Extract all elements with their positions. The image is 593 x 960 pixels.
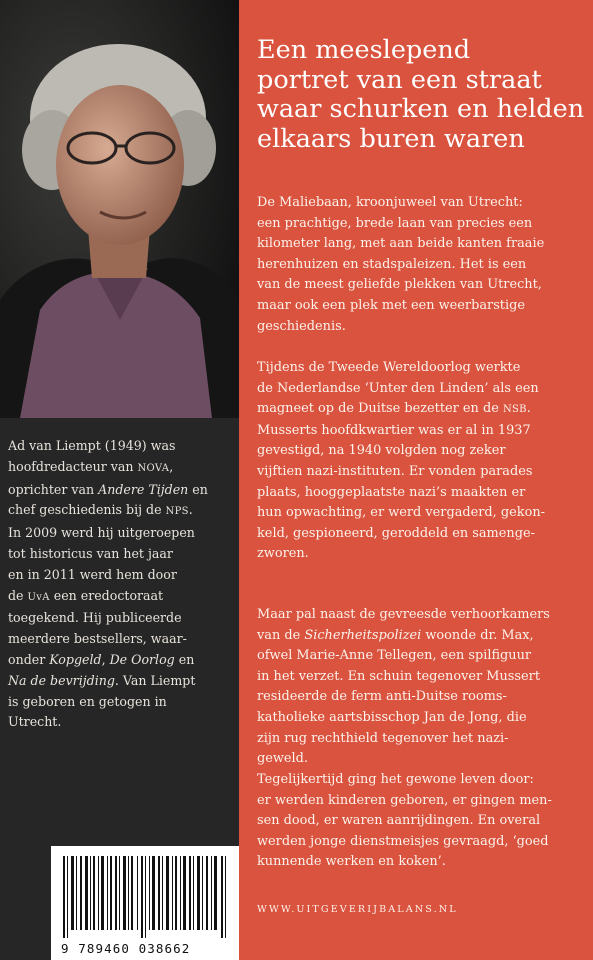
- author-bio: Ad van Liempt (1949) was hoofdredacteur van NOVA, oprichter van Andere Tijden en chef geschiedenis bij de NPS. In 2009 werd hij uitgeroepen tot historicus van het jaar en in 2011 werd hem door de UvA een eredoctoraat toegekend. Hij publiceerde meerdere bestsellers, waar- onder Kopgeld, De Oorlog en Na de bevrijding. Van Liempt is geboren en getogen in Utrecht.: [8, 438, 208, 730]
- blurb-paragraph-3: Maar pal naast de gevreesde verhoorkamers van de Sicherheitspolizei woonde dr. Max, ofwel Marie-Anne Tellegen, een spilfiguur in het verzet. En schuin tegenover Mussert resideerde de ferm anti-Duitse rooms- katholieke aartsbisschop Jan de Jong, die zijn rug rechthield tegenover het nazi- geweld.: [257, 607, 550, 767]
- author-portrait-illustration: [0, 0, 239, 418]
- left-panel: [0, 0, 239, 960]
- blurb-paragraph-2: Tijdens de Tweede Wereldoorlog werkte de Nederlandse ‘Unter den Linden’ als een magneet op de Duitse bezetter en de NSB. Musserts hoofdkwartier was er al in 1937 gevestigd, na 1940 volgden nog zeker vijftien nazi-instituten. Er vonden parades plaats, hooggeplaatste nazi’s maakten er hun opwachting, er werd vergaderd, gekon- keld, gespioneerd, geroddeld en samenge- zworen.: [257, 360, 545, 562]
- isbn-number: 9 789460 038662: [61, 941, 191, 956]
- blurb-paragraph-4: Tegelijkertijd ging het gewone leven door: er werden kinderen geboren, er gingen men- sen dood, er waren aanrijdingen. En overal werden jonge dienstmeisjes gevraagd, ‘goed kunnende werken en koken’.: [257, 772, 552, 870]
- blurb-paragraph-1: De Maliebaan, kroonjuweel van Utrecht: een prachtige, brede laan van precies een kilometer lang, met aan beide kanten fraaie herenhuizen en stadspaleizen. Het is een van de meest geliefde plekken van Utrecht, maar ook een plek met een weerbarstige geschiedenis.: [257, 195, 545, 334]
- blurb-headline: Een meeslepend portret van een straat waar schurken en helden elkaars buren waren: [257, 35, 585, 154]
- isbn-barcode: [51, 846, 239, 960]
- publisher-url: WWW.UITGEVERIJBALANS.NL: [257, 904, 458, 915]
- author-photo: [0, 0, 239, 418]
- barcode-bars: [51, 846, 239, 941]
